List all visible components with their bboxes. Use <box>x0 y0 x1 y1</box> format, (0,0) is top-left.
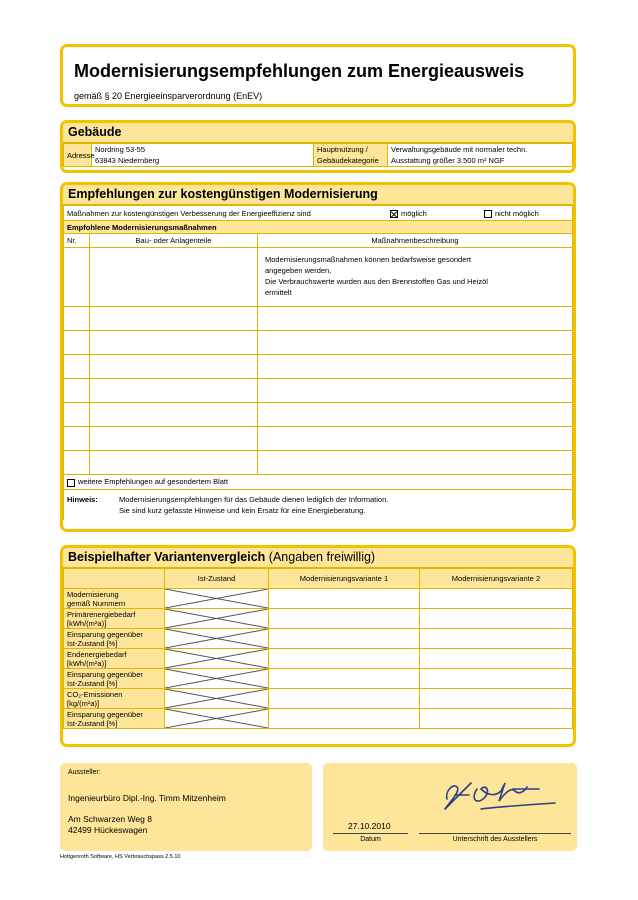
nutzung-label-1: Hauptnutzung / <box>314 144 388 156</box>
gebaeude-section <box>60 120 576 173</box>
aussteller-label: Aussteller: <box>68 769 101 776</box>
var2-cell <box>420 689 573 709</box>
col-bau-header: Bau- oder Anlagenteile <box>90 234 258 248</box>
empfehlungen-section <box>60 182 576 532</box>
signature-line <box>419 833 571 834</box>
empty-cell <box>64 331 90 355</box>
row-label-line: [kWh/(m²a)] <box>67 618 107 628</box>
varianten-row-label <box>64 649 165 669</box>
empty-cell <box>90 403 258 427</box>
empty-cell <box>258 403 573 427</box>
option-moeglich[interactable] <box>390 209 427 218</box>
ist-crossed-cell <box>165 629 269 649</box>
row-label-line: gemäß Nummern <box>67 598 126 608</box>
row-label-line: [kg/(m²a)] <box>67 698 100 708</box>
row-label-line: Ist-Zustand [%] <box>67 638 118 648</box>
var2-cell <box>420 589 573 609</box>
varianten-row <box>64 589 573 609</box>
title-box <box>60 44 576 107</box>
weitere-row[interactable] <box>64 475 573 490</box>
empty-cell <box>90 307 258 331</box>
nutzung-value-1: Verwaltungsgebäude mit normaler techn. <box>388 144 573 156</box>
hinweis-line: Modernisierungsempfehlungen für das Gebäude dienen lediglich der Information. <box>119 495 389 504</box>
empty-cell <box>64 403 90 427</box>
row-label-line: Primärenergiebedarf <box>67 609 136 619</box>
date-line <box>333 833 408 834</box>
page-subtitle: gemäß § 20 Energieeinsparverordnung (EnEV) <box>74 91 263 101</box>
empty-cell <box>258 379 573 403</box>
varianten-row <box>64 669 573 689</box>
var1-cell <box>269 649 420 669</box>
varianten-section <box>60 545 576 747</box>
page-title: Modernisierungsempfehlungen zum Energieausweis <box>74 61 525 81</box>
empfohlene-subheading: Empfohlene Modernisierungsmaßnahmen <box>64 221 573 234</box>
hinweis-label: Hinweis: <box>67 495 98 504</box>
row-label-line: Einsparung gegenüber <box>67 709 143 719</box>
description-line: angegeben werden, <box>265 266 332 275</box>
empty-cell <box>90 451 258 475</box>
option-nicht-moeglich[interactable] <box>484 209 539 218</box>
signature-image <box>435 769 565 824</box>
empty-cell <box>90 427 258 451</box>
weitere-label: weitere Empfehlungen auf gesondertem Blatt <box>78 477 229 487</box>
description-line: Die Verbrauchswerte wurden aus den Brennstoffen Gas und Heizöl <box>265 277 488 286</box>
checked-checkbox-icon <box>390 210 398 218</box>
footer-note: Hottgenroth Software, HS Verbrauchspass 2.5.10 <box>60 854 181 860</box>
varianten-row-label <box>64 709 165 729</box>
empty-cell <box>90 355 258 379</box>
var2-cell <box>420 609 573 629</box>
nutzung-label-2: Gebäudekategorie <box>314 155 388 167</box>
empty-cell <box>64 355 90 379</box>
varianten-row <box>64 629 573 649</box>
ist-crossed-cell <box>165 669 269 689</box>
option-moeglich-label: möglich <box>401 209 427 218</box>
adresse-label: Adresse <box>64 144 92 167</box>
var2-cell <box>420 709 573 729</box>
ist-crossed-cell <box>165 609 269 629</box>
empty-cell <box>258 427 573 451</box>
massnahmen-row <box>64 206 573 221</box>
var1-cell <box>269 669 420 689</box>
col-beschreibung-header: Maßnahmenbeschreibung <box>258 234 573 248</box>
varianten-row <box>64 709 573 729</box>
gebaeude-heading: Gebäude <box>63 123 573 143</box>
varianten-row-label <box>64 629 165 649</box>
date-label: Datum <box>360 836 381 843</box>
hinweis-line: Sie sind kurz gefasste Hinweise und kein Ersatz für eine Energieberatung. <box>119 506 366 515</box>
measure-nr-cell <box>64 248 90 307</box>
varianten-row-label <box>64 589 165 609</box>
col-var2-header: Modernisierungsvariante 2 <box>420 569 573 589</box>
row-label-line: [kWh/(m²a)] <box>67 658 107 668</box>
empty-cell <box>64 451 90 475</box>
unchecked-checkbox-icon <box>484 210 492 218</box>
col-nr-header: Nr. <box>64 234 90 248</box>
varianten-heading <box>63 548 573 568</box>
empfehlungen-heading: Empfehlungen zur kostengünstigen Modernisierung <box>63 185 573 205</box>
measure-bau-cell <box>90 248 258 307</box>
varianten-table <box>63 568 573 729</box>
var1-cell <box>269 689 420 709</box>
empty-cell <box>258 355 573 379</box>
var2-cell <box>420 629 573 649</box>
row-label-line: Einsparung gegenüber <box>67 629 143 639</box>
empty-cell <box>258 331 573 355</box>
description-line: Modernisierungsmaßnahmen können bedarfsweise gesondert <box>265 255 471 264</box>
varianten-row-label <box>64 669 165 689</box>
gebaeude-table <box>63 143 573 167</box>
nutzung-value-2: Ausstattung größer 3.500 m² NGF <box>388 155 573 167</box>
var1-cell <box>269 709 420 729</box>
var2-cell <box>420 649 573 669</box>
description-line: ermittelt <box>265 288 292 297</box>
empfehlungen-table <box>63 205 573 520</box>
varianten-row <box>64 609 573 629</box>
row-label-line: Einsparung gegenüber <box>67 669 143 679</box>
row-label-line: Modernisierung <box>67 589 119 599</box>
var2-cell <box>420 669 573 689</box>
ist-crossed-cell <box>165 589 269 609</box>
var1-cell <box>269 589 420 609</box>
col-var1-header: Modernisierungsvariante 1 <box>269 569 420 589</box>
varianten-row-label <box>64 689 165 709</box>
measure-description <box>258 248 573 307</box>
varianten-title: Beispielhafter Variantenvergleich <box>68 550 266 564</box>
aussteller-box <box>60 763 312 851</box>
aussteller-street: Am Schwarzen Weg 8 <box>68 814 152 824</box>
ist-crossed-cell <box>165 649 269 669</box>
var1-cell <box>269 609 420 629</box>
unchecked-checkbox-icon <box>67 479 75 487</box>
row-label-line: CO₂-Emissionen <box>67 689 123 699</box>
row-label-line: Endenergiebedarf <box>67 649 127 659</box>
aussteller-name: Ingenieurbüro Dipl.-Ing. Timm Mitzenheim <box>68 793 226 803</box>
empty-cell <box>90 379 258 403</box>
col-ist-header: Ist-Zustand <box>165 569 269 589</box>
address-street: Nordring 53-55 <box>92 144 314 156</box>
hinweis-row <box>64 490 573 521</box>
ist-crossed-cell <box>165 709 269 729</box>
varianten-corner <box>64 569 165 589</box>
row-label-line: Ist-Zustand [%] <box>67 718 118 728</box>
massnahmen-text: Maßnahmen zur kostengünstigen Verbesserung der Energieeffizienz sind <box>67 208 311 218</box>
empty-cell <box>258 307 573 331</box>
varianten-row <box>64 689 573 709</box>
signature-label: Unterschrift des Ausstellers <box>452 836 538 843</box>
empty-cell <box>64 307 90 331</box>
ist-crossed-cell <box>165 689 269 709</box>
varianten-row <box>64 649 573 669</box>
row-label-line: Ist-Zustand [%] <box>67 678 118 688</box>
address-city: 63843 Niedernberg <box>92 155 314 167</box>
option-nicht-moeglich-label: nicht möglich <box>495 209 539 218</box>
empty-cell <box>258 451 573 475</box>
signature-box <box>323 763 577 851</box>
varianten-row-label <box>64 609 165 629</box>
empty-cell <box>64 427 90 451</box>
aussteller-city: 42499 Hückeswagen <box>68 825 148 835</box>
empty-cell <box>64 379 90 403</box>
signature-date: 27.10.2010 <box>348 821 391 831</box>
varianten-subtitle: (Angaben freiwillig) <box>268 550 376 564</box>
var1-cell <box>269 629 420 649</box>
empty-cell <box>90 331 258 355</box>
